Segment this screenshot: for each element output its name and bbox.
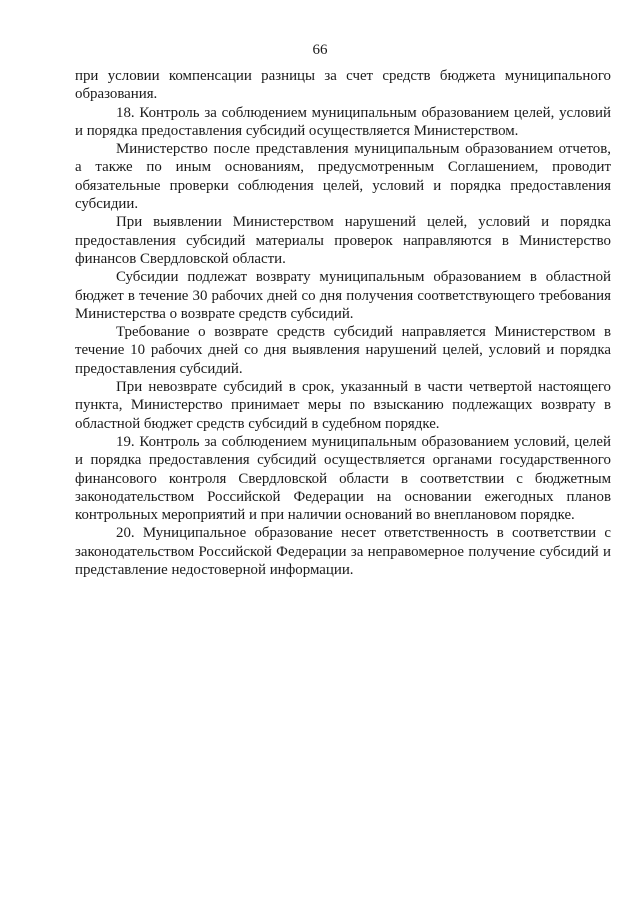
paragraph-clause-18: 18. Контроль за соблюдением муниципальным образованием целей, условий и порядка предоставления субсидий осуществляется Министерством. — [75, 104, 611, 139]
paragraph-continuation: при условии компенсации разницы за счет средств бюджета муниципального образования. — [75, 68, 611, 103]
paragraph-refund: Субсидии подлежат возврату муниципальным образованием в областной бюджет в течение 30 рабочих дней со дня получения соответствующего требования Министерства о возврате средств субсидий. — [75, 269, 611, 322]
paragraph-non-refund: При невозврате субсидий в срок, указанный в части четвертой настоящего пункта, Министерство принимает меры по взысканию подлежащих возврату в областной бюджет средств субсидий в судебном порядке. — [75, 379, 611, 432]
paragraph-refund-demand: Требование о возврате средств субсидий направляется Министерством в течение 10 рабочих дней со дня выявления нарушений целей, условий и порядка предоставления субсидий. — [75, 324, 611, 377]
paragraph-violations: При выявлении Министерством нарушений целей, условий и порядка предоставления субсидий материалы проверок направляются в Министерство финансов Свердловской области. — [75, 214, 611, 267]
paragraph-clause-19: 19. Контроль за соблюдением муниципальным образованием условий, целей и порядка предоставления субсидий осуществляется органами государственного финансового контроля Свердловской области в соответствии с бюджетным законодательством Российской Федерации на основании ежегодных планов контрольных мероприятий и при наличии оснований во внеплановом порядке. — [75, 433, 611, 524]
page-number: 66 — [312, 42, 328, 58]
paragraph-clause-20: 20. Муниципальное образование несет ответственность в соответствии с законодательством Российской Федерации за неправомерное получение субсидий и представление недостоверной информации. — [75, 525, 611, 579]
paragraph-ministry-checks: Министерство после представления муниципальным образованием отчетов, а также по иным основаниям, предусмотренным Соглашением, проводит обязательные проверки соблюдения целей, условий и порядка предоставления субсидии. — [75, 141, 611, 213]
document-body — [75, 67, 611, 579]
